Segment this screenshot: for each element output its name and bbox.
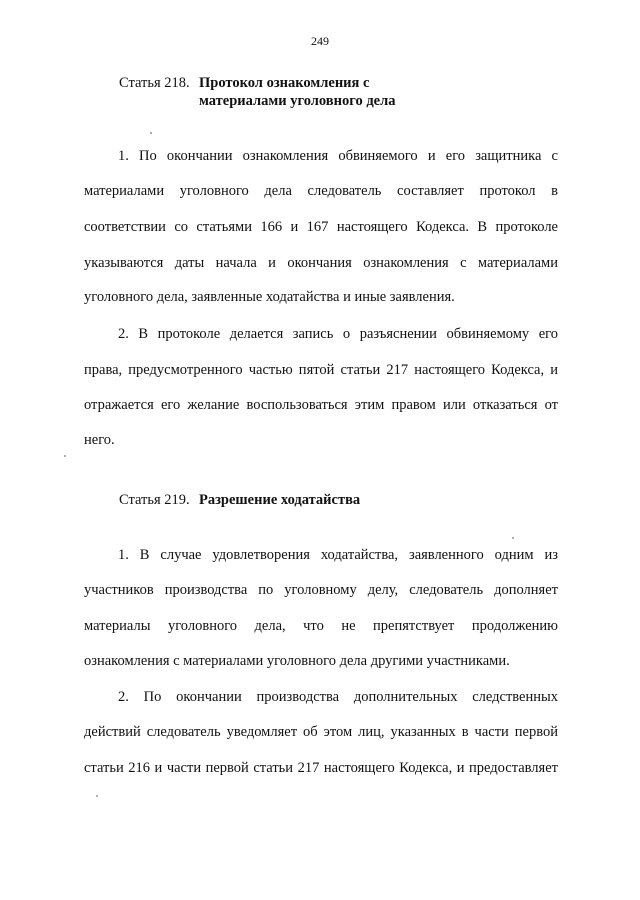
article-218-title-line2: материалами уголовного дела bbox=[199, 93, 396, 109]
scan-speck bbox=[150, 132, 152, 134]
article-218-para1-line: материалами уголовного дела следователь составляет протокол в bbox=[84, 183, 558, 199]
page-number: 249 bbox=[311, 34, 329, 48]
article-218-para1-line: указываются даты начала и окончания ознакомления с материалами bbox=[84, 255, 558, 271]
article-219-title: Разрешение ходатайства bbox=[199, 492, 361, 508]
article-218-para2-line: отражается его желание воспользоваться этим правом или отказаться от bbox=[84, 397, 558, 413]
article-219-para1-line: участников производства по уголовному делу, следователь дополняет bbox=[84, 582, 558, 598]
article-219-heading bbox=[119, 491, 360, 509]
article-218-label: Статья 218. bbox=[119, 75, 190, 91]
article-218-para2-line: 2. В протоколе делается запись о разъяснении обвиняемому его bbox=[118, 326, 558, 342]
article-218-title-line1: Протокол ознакомления с bbox=[199, 75, 370, 91]
scan-speck bbox=[96, 795, 98, 797]
article-219-para1-line: ознакомления с материалами уголовного дела другими участниками. bbox=[84, 653, 510, 669]
article-219-para1-line: 1. В случае удовлетворения ходатайства, заявленного одним из bbox=[118, 547, 558, 563]
article-219-para2-line: действий следователь уведомляет об этом лиц, указанных в части первой bbox=[84, 724, 558, 740]
article-218-para2-line: него. bbox=[84, 432, 115, 448]
article-219-para2-line: статьи 216 и части первой статьи 217 настоящего Кодекса, и предоставляет bbox=[84, 760, 558, 776]
article-218-para1-line: 1. По окончании ознакомления обвиняемого и его защитника с bbox=[118, 148, 558, 164]
scan-speck bbox=[64, 455, 66, 457]
article-219-label: Статья 219. bbox=[119, 492, 190, 508]
article-218-para1-line: соответствии со статьями 166 и 167 настоящего Кодекса. В протоколе bbox=[84, 219, 558, 235]
scan-speck bbox=[512, 537, 514, 539]
article-218-para1-line: уголовного дела, заявленные ходатайства и иные заявления. bbox=[84, 289, 455, 305]
article-218-para2-line: права, предусмотренного частью пятой статьи 217 настоящего Кодекса, и bbox=[84, 362, 558, 378]
article-219-para2-line: 2. По окончании производства дополнительных следственных bbox=[118, 689, 558, 705]
article-218-heading bbox=[119, 74, 369, 92]
article-219-para1-line: материалы уголовного дела, что не препятствует продолжению bbox=[84, 618, 558, 634]
